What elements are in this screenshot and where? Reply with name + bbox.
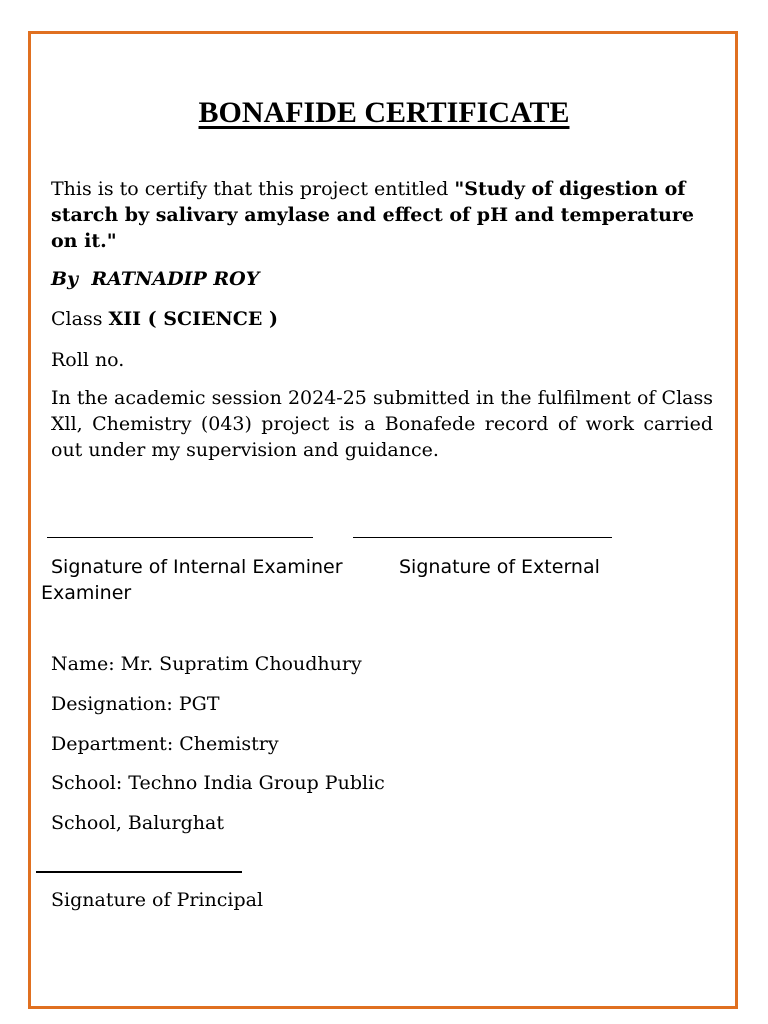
student-name: RATNADIP ROY bbox=[91, 268, 260, 290]
internal-signature-line bbox=[47, 537, 313, 538]
certificate-title: BONAFIDE CERTIFICATE bbox=[198, 96, 570, 129]
class-line bbox=[51, 306, 278, 332]
external-signature-line bbox=[353, 537, 612, 538]
school-line-1: School: Techno India Group Public bbox=[51, 772, 385, 794]
school-line-2: School, Balurghat bbox=[51, 812, 224, 834]
intro-paragraph bbox=[51, 176, 713, 254]
supervisor-designation: Designation: PGT bbox=[51, 693, 220, 715]
supervisor-name: Name: Mr. Supratim Choudhury bbox=[51, 653, 362, 675]
roll-number: Roll no. bbox=[51, 349, 125, 371]
project-title: "Study of digestion of starch by salivary amylase and effect of pH and temperature on it." bbox=[51, 178, 695, 252]
class-label: Class bbox=[51, 308, 109, 330]
by-label: By bbox=[51, 268, 79, 290]
student-line bbox=[51, 266, 259, 292]
external-signature-label: Signature of External bbox=[399, 556, 600, 578]
internal-signature-label: Signature of Internal Examiner bbox=[51, 556, 343, 578]
class-value: XII ( SCIENCE ) bbox=[108, 308, 279, 330]
principal-signature-line bbox=[36, 871, 242, 873]
supervisor-department: Department: Chemistry bbox=[51, 733, 279, 755]
intro-prefix: This is to certify that this project entitled bbox=[51, 178, 455, 200]
body-paragraph: In the academic session 2024-25 submitted in the fulfilment of Class Xll, Chemistry (043) project is a Bonafede record of work carried out under my supervision and guidance. bbox=[51, 387, 713, 461]
external-signature-label-cont: Examiner bbox=[41, 582, 132, 604]
principal-signature-label: Signature of Principal bbox=[51, 889, 264, 911]
